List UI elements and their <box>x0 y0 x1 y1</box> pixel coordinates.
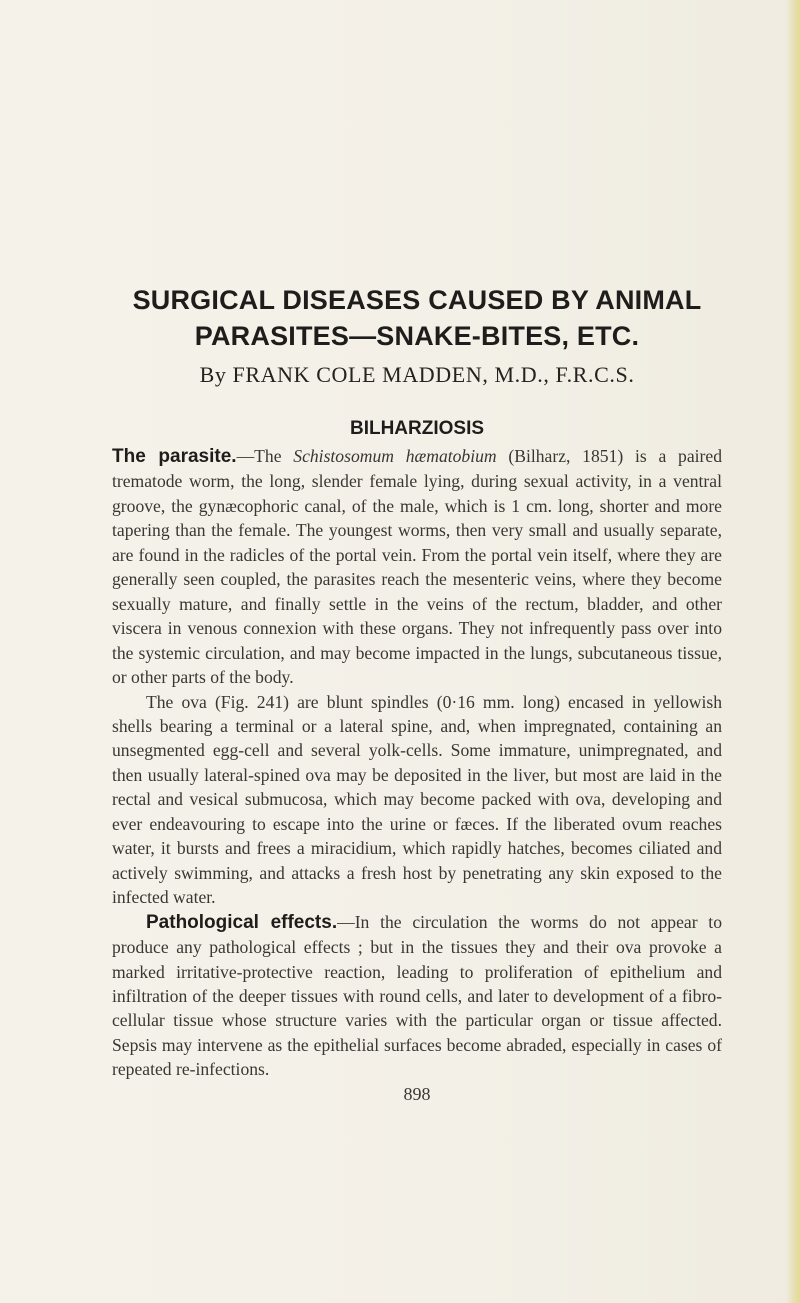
page-content <box>112 282 722 1105</box>
chapter-title <box>112 282 722 354</box>
page-number: 898 <box>403 1083 431 1104</box>
pathological-paragraph <box>112 910 722 1082</box>
chapter-title-line-1: SURGICAL DISEASES CAUSED BY ANIMAL <box>132 285 702 315</box>
author-byline: By FRANK COLE MADDEN, M.D., F.R.C.S. <box>199 362 635 387</box>
section-heading: BILHARZIOSIS <box>349 418 485 439</box>
species-name: Schistosomum hæmatobium <box>293 446 497 466</box>
ova-paragraph: The ova (Fig. 241) are blunt spindles (0·16 mm. long) encased in yellowish shells bearing a terminal or a lateral spine, and, when impregnated, containing an unsegmented egg-cell and several yolk-cells. Some immature, unimpregnated, and then usually lateral-spined ova may be deposited in the liver, but most are laid in the rectal and vesical submucosa, which may become packed with ova, developing and ever endeavouring to escape into the urine or fæces. If the liberated ovum reaches water, it bursts and frees a miracidium, which rapidly hatches, becomes ciliated and actively swimming, and attacks a fresh host by penetrating any skin exposed to the infected water. <box>112 691 722 908</box>
pathological-heading: Pathological effects. <box>146 911 338 933</box>
pathological-text: —In the circulation the worms do not appear to produce any pathological effects ; but in the tissues they and their ova provoke a marked irritative-protective reaction, leading to proliferation of epithelium and infiltration of the deeper tissues with round cells, and later to development of a fibro-cellular tissue whose structure varies with the particular organ or tissue affected. Sepsis may intervene as the epithelial surfaces become abraded, especially in cases of repeated re-infections. <box>112 911 722 1080</box>
parasite-dash: —The <box>236 446 294 466</box>
page-edge-shadow <box>786 0 800 1303</box>
parasite-text: (Bilharz, 1851) is a paired trematode worm, the long, slender female lying, during sexual activity, in a ventral groove, the gynæcophoric canal, of the male, which is 1 cm. long, shorter and more tapering than the female. The youngest worms, then very small and usually separate, are found in the radicles of the portal vein. From the portal vein itself, where they are generally seen coupled, the parasites reach the mesenteric veins, where they become sexually mature, and finally settle in the veins of the rectum, bladder, and other viscera in venous connexion with these organs. They not infrequently pass over into the systemic circulation, and may become impacted in the lungs, subcutaneous tissue, or other parts of the body. <box>112 446 722 688</box>
parasite-heading: The parasite. <box>112 446 237 467</box>
parasite-paragraph <box>112 444 722 690</box>
chapter-title-line-2: PARASITES—SNAKE-BITES, ETC. <box>194 321 640 351</box>
